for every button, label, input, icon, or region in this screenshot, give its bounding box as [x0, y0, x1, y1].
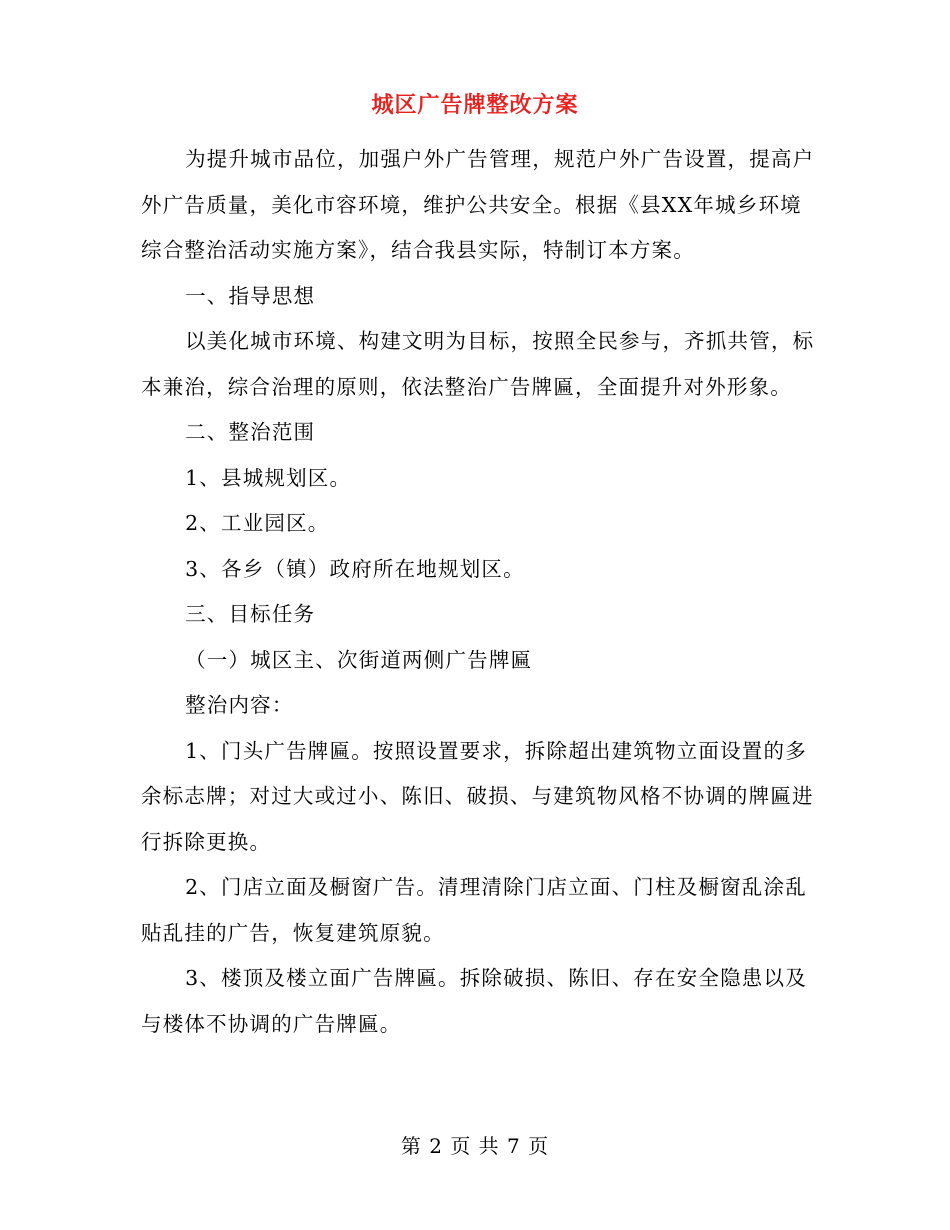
heading-tasks: 三、目标任务 — [185, 602, 316, 626]
subheading-street-signs: （一）城区主、次街道两侧广告牌匾 — [185, 647, 533, 672]
document-title: 城区广告牌整改方案 — [371, 92, 579, 118]
list-item-scope-3: 3、各乡（镇）政府所在地规划区。 — [185, 556, 525, 581]
page-footer: 第 2 页 共 7 页 — [400, 1134, 550, 1158]
heading-scope: 二、整治范围 — [185, 420, 316, 444]
list-item-scope-2: 2、工业园区。 — [185, 511, 330, 535]
heading-guiding-thought: 一、指导思想 — [185, 283, 316, 308]
list-item-task-3: 3、楼顶及楼立面广告牌匾。拆除破损、陈旧、存在安全隐患以及与楼体不协调的广告牌匾。 — [141, 966, 807, 1036]
label-content: 整治内容： — [185, 693, 294, 717]
document-body — [141, 137, 819, 1047]
list-item-task-2: 2、门店立面及橱窗广告。清理清除门店立面、门柱及橱窗乱涂乱贴乱挂的广告，恢复建筑原貌。 — [141, 875, 807, 945]
paragraph-guiding-thought: 以美化城市环境、构建文明为目标，按照全民参与，齐抓共管，标本兼治，综合治理的原则，依法整治广告牌匾，全面提升对外形象。 — [141, 329, 815, 399]
list-item-task-1: 1、门头广告牌匾。按照设置要求，拆除超出建筑物立面设置的多余标志牌；对过大或过小、陈旧、破损、与建筑物风格不协调的牌匾进行拆除更换。 — [141, 738, 814, 854]
list-item-scope-1: 1、县城规划区。 — [185, 465, 352, 490]
paragraph-intro: 为提升城市品位，加强户外广告管理，规范户外广告设置，提高户外广告质量，美化市容环境，维护公共安全。根据《县XX年城乡环境综合整治活动实施方案》，结合我县实际，特制订本方案。 — [141, 147, 815, 262]
